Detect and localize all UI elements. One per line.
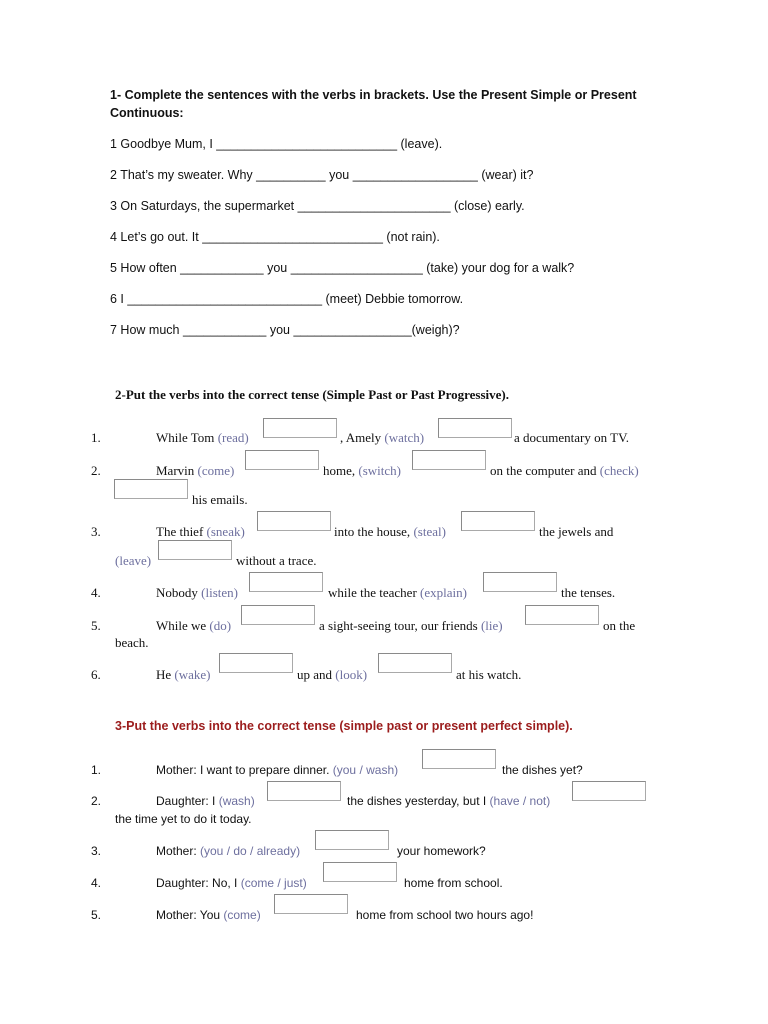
verb-hint: (wake) <box>174 667 211 682</box>
question-3: Mother: (you / do / already) <box>156 844 301 858</box>
question-3-cont: into the house, (steal) <box>334 524 446 539</box>
question-2-cont2: on the computer and (check) <box>490 463 639 478</box>
verb-hint: (do) <box>209 618 232 633</box>
verb-hint: (steal) <box>413 524 446 539</box>
answer-box[interactable] <box>315 830 389 850</box>
item-number: 4. <box>91 585 101 600</box>
answer-box[interactable] <box>241 605 315 625</box>
question-6-cont: up and (look) <box>297 667 368 682</box>
answer-box[interactable] <box>267 781 341 801</box>
answer-box[interactable] <box>219 653 293 673</box>
question-2-end: his emails. <box>192 492 248 507</box>
verb-hint: (you / wash) <box>332 763 399 777</box>
answer-box[interactable] <box>257 511 331 531</box>
answer-box[interactable] <box>422 749 496 769</box>
question-6-end: at his watch. <box>456 667 522 682</box>
question-5-end: beach. <box>115 635 149 650</box>
answer-box[interactable] <box>245 450 319 470</box>
item-number: 3. <box>91 844 102 858</box>
question-1-end: a documentary on TV. <box>514 430 630 445</box>
answer-box[interactable] <box>378 653 452 673</box>
verb-hint: (listen) <box>201 585 238 600</box>
item-number: 5. <box>91 618 101 633</box>
verb-hint: (come / just) <box>240 876 307 890</box>
question-2-cont: the dishes yesterday, but I (have / not) <box>347 794 551 808</box>
question-5: While we (do) <box>156 618 232 633</box>
answer-box[interactable] <box>263 418 337 438</box>
verb-hint: (look) <box>335 667 368 682</box>
item-number: 1. <box>91 763 102 777</box>
item-number: 5. <box>91 908 102 922</box>
question-4-cont: while the teacher (explain) <box>328 585 467 600</box>
answer-box[interactable] <box>249 572 323 592</box>
verb-hint: (you / do / already) <box>200 844 301 858</box>
exercise-1-title-cont: Continuous: <box>110 106 184 120</box>
exercise-1-item: 4 Let’s go out. It __________________________ (not rain). <box>110 230 440 244</box>
question-4: Daughter: No, I (come / just) <box>156 876 307 890</box>
question-1-end: the dishes yet? <box>502 763 583 777</box>
exercise-1-item: 5 How often ____________ you ___________________ (take) your dog for a walk? <box>110 261 575 275</box>
question-6: He (wake) <box>156 667 211 682</box>
question-5-cont: a sight-seeing tour, our friends (lie) <box>319 618 503 633</box>
exercise-1-title: 1- Complete the sentences with the verbs in brackets. Use the Present Simple or Present <box>110 88 637 102</box>
item-number: 6. <box>91 667 101 682</box>
question-3-end: your homework? <box>397 844 486 858</box>
item-number: 4. <box>91 876 102 890</box>
exercise-2-title: 2-Put the verbs into the correct tense (Simple Past or Past Progressive). <box>115 387 510 402</box>
verb-hint: (read) <box>217 430 249 445</box>
verb-hint: (switch) <box>358 463 401 478</box>
answer-box[interactable] <box>572 781 646 801</box>
question-2: Daughter: I (wash) <box>156 794 255 808</box>
question-1-cont: , Amely (watch) <box>340 430 425 445</box>
item-number: 2. <box>91 463 101 478</box>
answer-box[interactable] <box>274 894 348 914</box>
answer-box[interactable] <box>483 572 557 592</box>
question-5-cont2: on the <box>603 618 636 633</box>
verb-hint: (watch) <box>384 430 425 445</box>
question-3: The thief (sneak) <box>156 524 245 539</box>
verb-hint: (come) <box>197 463 235 478</box>
verb-hint: (lie) <box>480 618 503 633</box>
item-number: 1. <box>91 430 101 445</box>
item-number: 2. <box>91 794 102 808</box>
question-1: While Tom (read) <box>156 430 249 445</box>
question-4-end: the tenses. <box>561 585 616 600</box>
exercise-1-item: 2 That’s my sweater. Why __________ you __________________ (wear) it? <box>110 168 534 182</box>
question-5-end: home from school two hours ago! <box>356 908 534 922</box>
answer-box[interactable] <box>158 540 232 560</box>
answer-box[interactable] <box>114 479 188 499</box>
verb-hint: (sneak) <box>206 524 245 539</box>
question-3-cont2: the jewels and <box>539 524 614 539</box>
exercise-1-item: 7 How much ____________ you _________________(weigh)? <box>110 323 460 337</box>
question-2-end: the time yet to do it today. <box>115 812 252 826</box>
verb-hint: (check) <box>599 463 639 478</box>
exercise-1-item: 6 I ____________________________ (meet) Debbie tomorrow. <box>110 292 464 306</box>
item-number: 3. <box>91 524 101 539</box>
verb-hint: (wash) <box>218 794 255 808</box>
question-2: Marvin (come) <box>156 463 235 478</box>
verb-hint: (have / not) <box>489 794 551 808</box>
answer-box[interactable] <box>438 418 512 438</box>
question-4: Nobody (listen) <box>156 585 238 600</box>
question-5: Mother: You (come) <box>156 908 261 922</box>
question-1: Mother: I want to prepare dinner. (you / wash) <box>156 763 399 777</box>
exercise-1-item: 1 Goodbye Mum, I __________________________ (leave). <box>110 137 443 151</box>
answer-box[interactable] <box>412 450 486 470</box>
answer-box[interactable] <box>461 511 535 531</box>
question-2-cont: home, (switch) <box>323 463 401 478</box>
exercise-1-item: 3 On Saturdays, the supermarket ______________________ (close) early. <box>110 199 525 213</box>
question-4-end: home from school. <box>404 876 503 890</box>
verb-hint: (explain) <box>420 585 467 600</box>
verb-hint: (come) <box>223 908 261 922</box>
verb-hint: (leave) <box>115 553 152 568</box>
exercise-3-title: 3-Put the verbs into the correct tense (simple past or present perfect simple). <box>115 719 573 733</box>
question-3-end: without a trace. <box>236 553 317 568</box>
answer-box[interactable] <box>525 605 599 625</box>
answer-box[interactable] <box>323 862 397 882</box>
